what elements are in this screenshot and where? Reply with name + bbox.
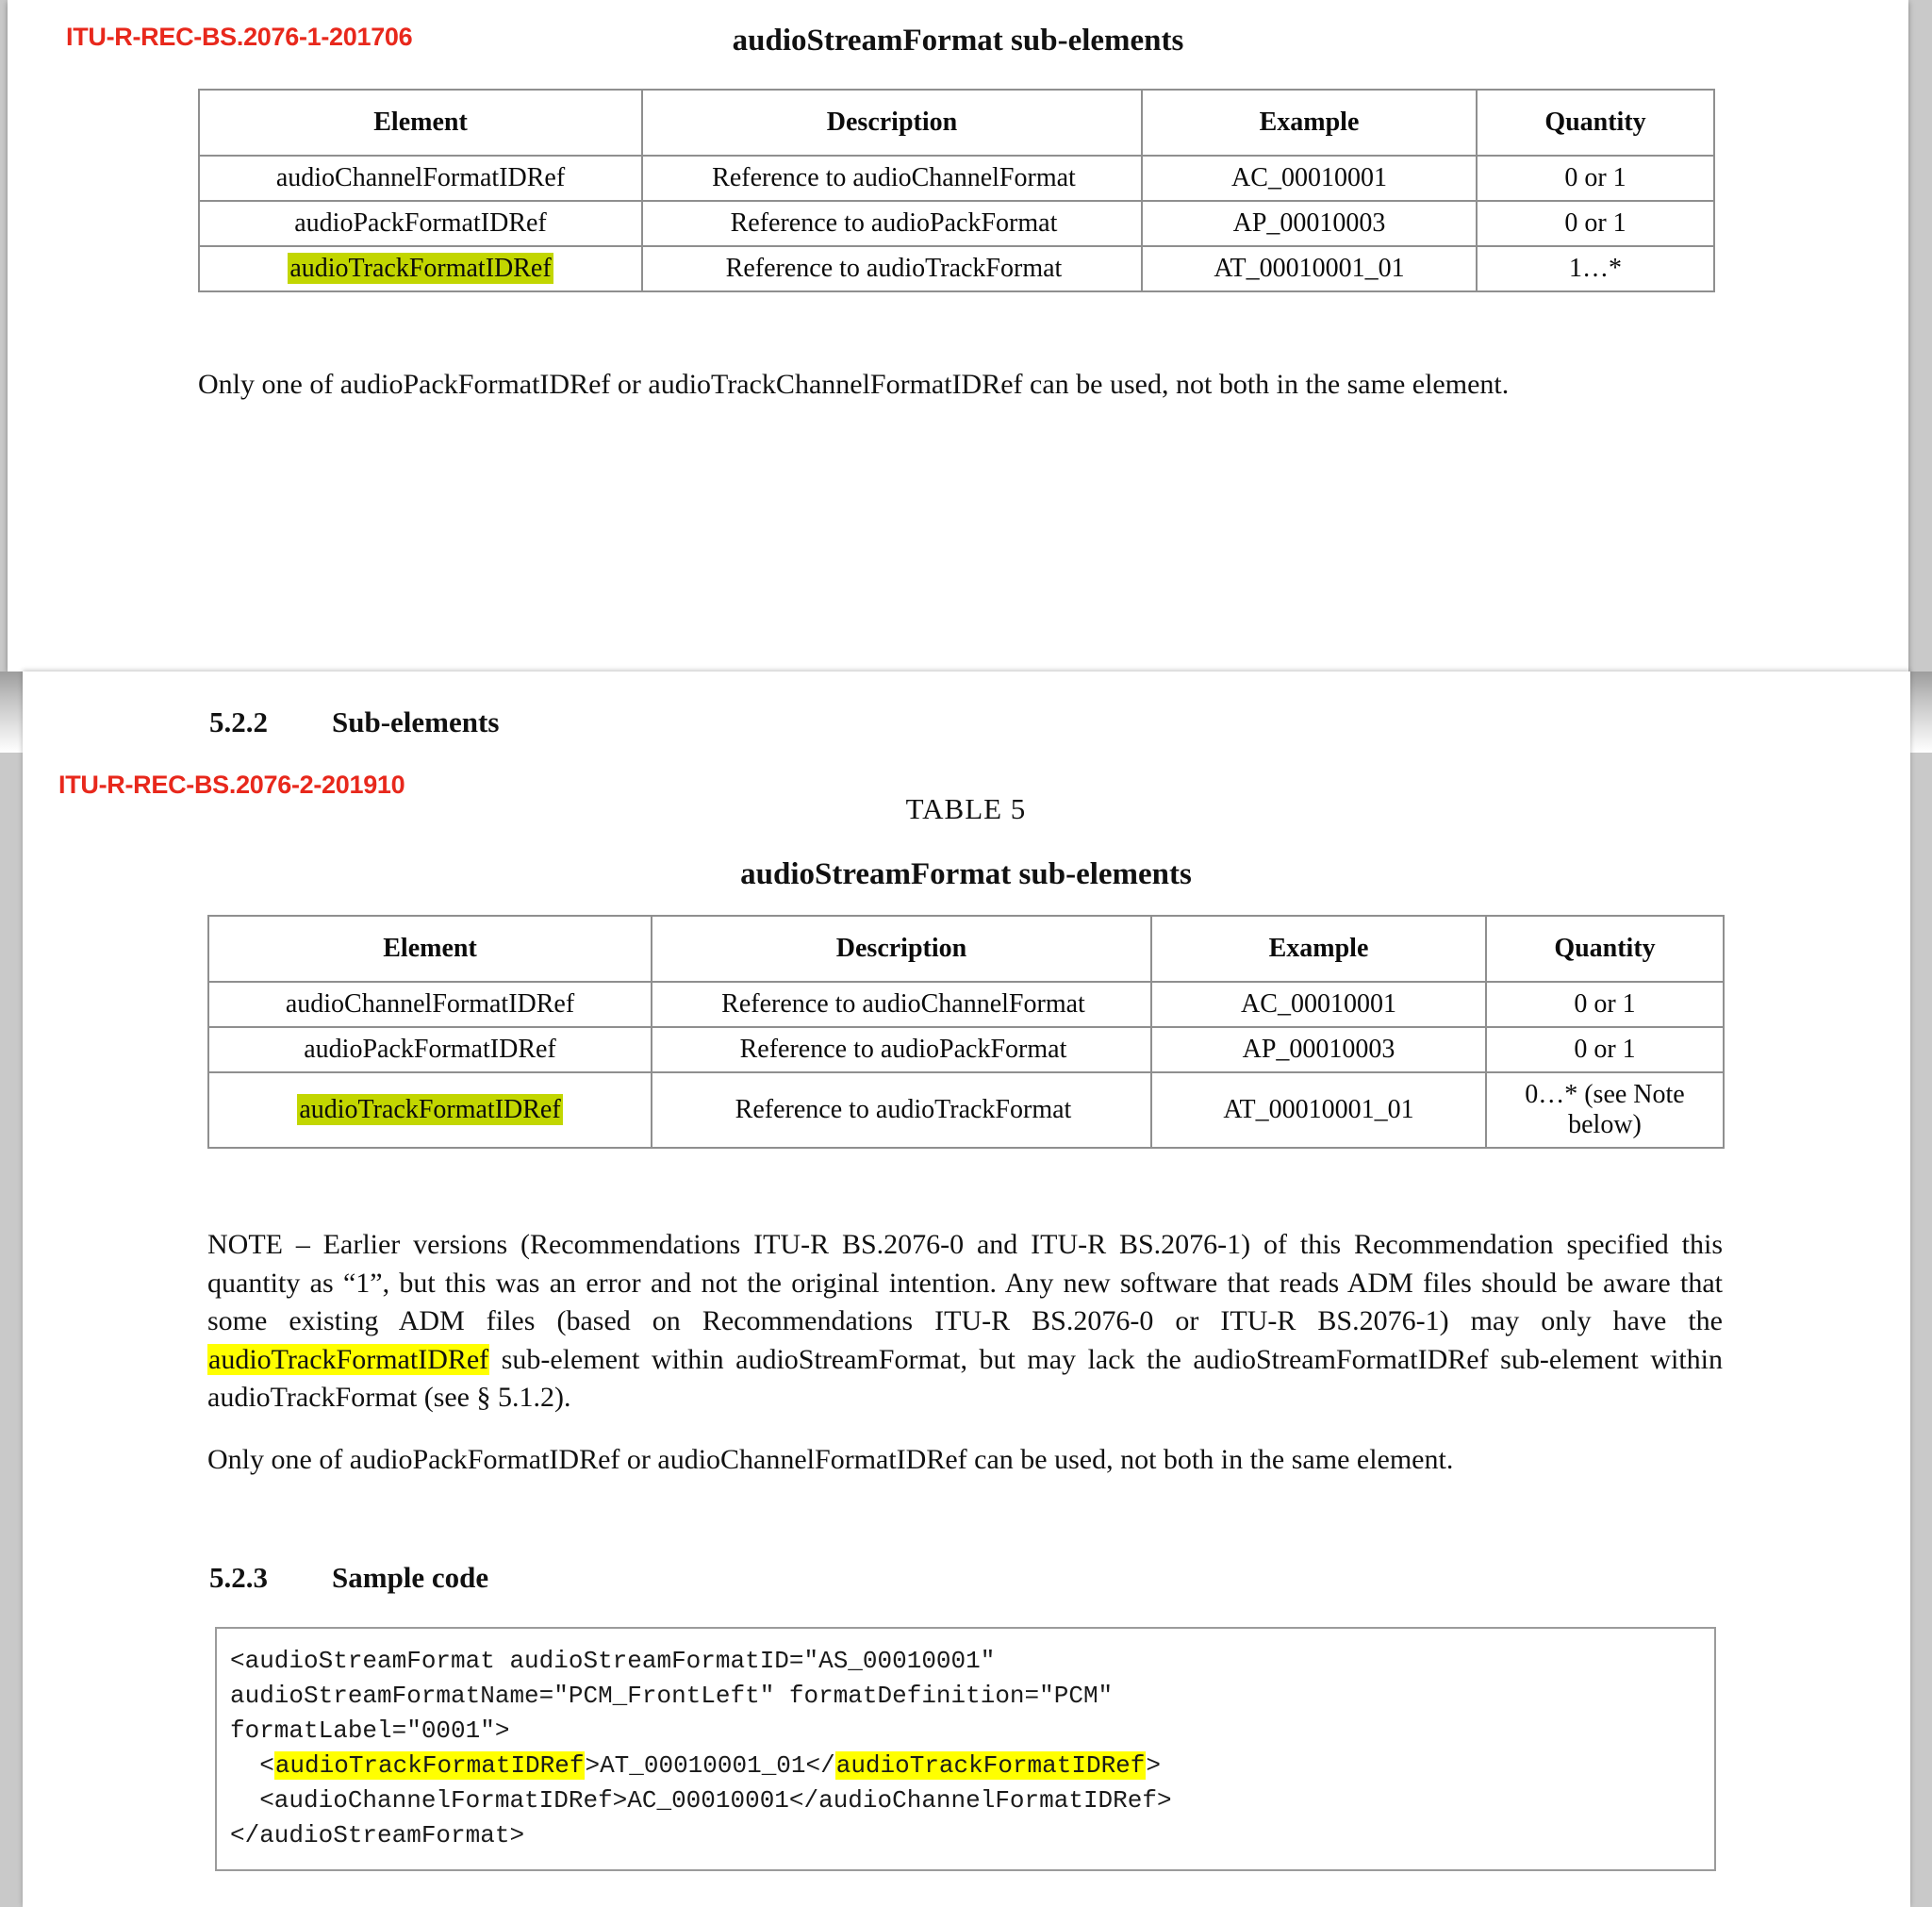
section-title: Sample code	[332, 1561, 489, 1594]
column-header-example: Example	[1151, 916, 1486, 982]
column-header-element: Element	[208, 916, 652, 982]
cell-quantity: 0 or 1	[1477, 156, 1714, 201]
column-header-example: Example	[1142, 90, 1477, 156]
section-heading-5-2-3	[209, 1561, 488, 1595]
note-text-part1: NOTE – Earlier versions (Recommendations ITU-R BS.2076-0 and ITU-R BS.2076-1) of this Recommendation specified this quantity as “1”, but this was an error and not the original intention. Any new software that reads ADM files should be aware that some existing ADM files (based on Recommendations ITU-R BS.2076-0 or ITU-R BS.2076-1) may only have the	[207, 1229, 1723, 1336]
cell-element	[208, 1072, 652, 1148]
version-tag-bottom: ITU-R-REC-BS.2076-2-201910	[58, 771, 405, 799]
table-row	[199, 156, 1714, 201]
note-text-part2: sub-element within audioStreamFormat, but may lack the audioStreamFormatIDRef sub-element within audioTrackFormat (see § 5.1.2).	[207, 1343, 1723, 1413]
cell-description: Reference to audioPackFormat	[652, 1027, 1151, 1072]
cell-quantity: 0 or 1	[1477, 201, 1714, 246]
highlight-mark: audioTrackFormatIDRef	[289, 254, 552, 283]
table-row-highlighted	[199, 246, 1714, 291]
cell-element: audioChannelFormatIDRef	[199, 156, 642, 201]
table-number-label: TABLE 5	[905, 792, 1027, 825]
table-row	[199, 201, 1714, 246]
cell-quantity: 1…*	[1477, 246, 1714, 291]
section-number: 5.2.2	[209, 705, 268, 738]
cell-description: Reference to audioChannelFormat	[652, 982, 1151, 1027]
table-row-highlighted	[208, 1072, 1724, 1148]
code-line-5: <audioChannelFormatIDRef>AC_00010001</audioChannelFormatIDRef>	[230, 1785, 1172, 1815]
version-tag-top: ITU-R-REC-BS.2076-1-201706	[66, 23, 413, 51]
cell-description: Reference to audioChannelFormat	[642, 156, 1142, 201]
cell-description: Reference to audioTrackFormat	[652, 1072, 1151, 1148]
code-line-2: audioStreamFormatName="PCM_FrontLeft" formatDefinition="PCM"	[230, 1681, 1114, 1710]
column-header-element: Element	[199, 90, 642, 156]
code-line-3: formatLabel="0001">	[230, 1716, 510, 1745]
section-heading-5-2-2	[209, 705, 499, 739]
sample-code-block	[215, 1627, 1716, 1871]
cell-example: AT_00010001_01	[1151, 1072, 1486, 1148]
code-line-4-prefix: <	[230, 1750, 274, 1780]
cell-quantity: 0 or 1	[1486, 1027, 1724, 1072]
highlight-mark: audioTrackFormatIDRef	[835, 1750, 1146, 1780]
cell-quantity: 0 or 1	[1486, 982, 1724, 1027]
document-page-top	[8, 0, 1908, 672]
section-title: Sub-elements	[332, 705, 500, 738]
table-title-bottom: audioStreamFormat sub-elements	[740, 857, 1192, 891]
table-row	[208, 982, 1724, 1027]
paragraph-note	[207, 1226, 1723, 1418]
cell-quantity: 0…* (see Note below)	[1486, 1072, 1724, 1148]
cell-element: audioChannelFormatIDRef	[208, 982, 652, 1027]
code-line-4-middle: >AT_00010001_01</	[585, 1750, 835, 1780]
cell-example: AP_00010003	[1151, 1027, 1486, 1072]
code-line-6: </audioStreamFormat>	[230, 1820, 525, 1849]
cell-element: audioPackFormatIDRef	[199, 201, 642, 246]
sub-elements-table-bottom	[207, 915, 1725, 1149]
cell-example: AT_00010001_01	[1142, 246, 1477, 291]
table-title-top: audioStreamFormat sub-elements	[732, 24, 1184, 58]
cell-element	[199, 246, 642, 291]
column-header-description: Description	[652, 916, 1151, 982]
code-line-4-suffix: >	[1146, 1750, 1161, 1780]
sub-elements-table-top	[198, 89, 1715, 292]
highlight-mark: audioTrackFormatIDRef	[299, 1095, 561, 1124]
column-header-quantity: Quantity	[1486, 916, 1724, 982]
column-header-quantity: Quantity	[1477, 90, 1714, 156]
cell-example: AP_00010003	[1142, 201, 1477, 246]
paragraph-only-one-of-bottom: Only one of audioPackFormatIDRef or audioChannelFormatIDRef can be used, not both in the same element.	[207, 1444, 1454, 1475]
cell-example: AC_00010001	[1151, 982, 1486, 1027]
highlight-mark: audioTrackFormatIDRef	[274, 1750, 585, 1780]
code-content	[230, 1644, 1701, 1852]
code-line-1: <audioStreamFormat audioStreamFormatID="AS_00010001"	[230, 1647, 996, 1675]
cell-description: Reference to audioTrackFormat	[642, 246, 1142, 291]
column-header-description: Description	[642, 90, 1142, 156]
table-header-row	[199, 90, 1714, 156]
highlight-mark: audioTrackFormatIDRef	[208, 1343, 489, 1375]
paragraph-only-one-of-top: Only one of audioPackFormatIDRef or audioTrackChannelFormatIDRef can be used, not both in the same element.	[198, 369, 1510, 400]
section-number: 5.2.3	[209, 1561, 268, 1594]
table-row	[208, 1027, 1724, 1072]
cell-description: Reference to audioPackFormat	[642, 201, 1142, 246]
table-header-row	[208, 916, 1724, 982]
cell-example: AC_00010001	[1142, 156, 1477, 201]
cell-element: audioPackFormatIDRef	[208, 1027, 652, 1072]
